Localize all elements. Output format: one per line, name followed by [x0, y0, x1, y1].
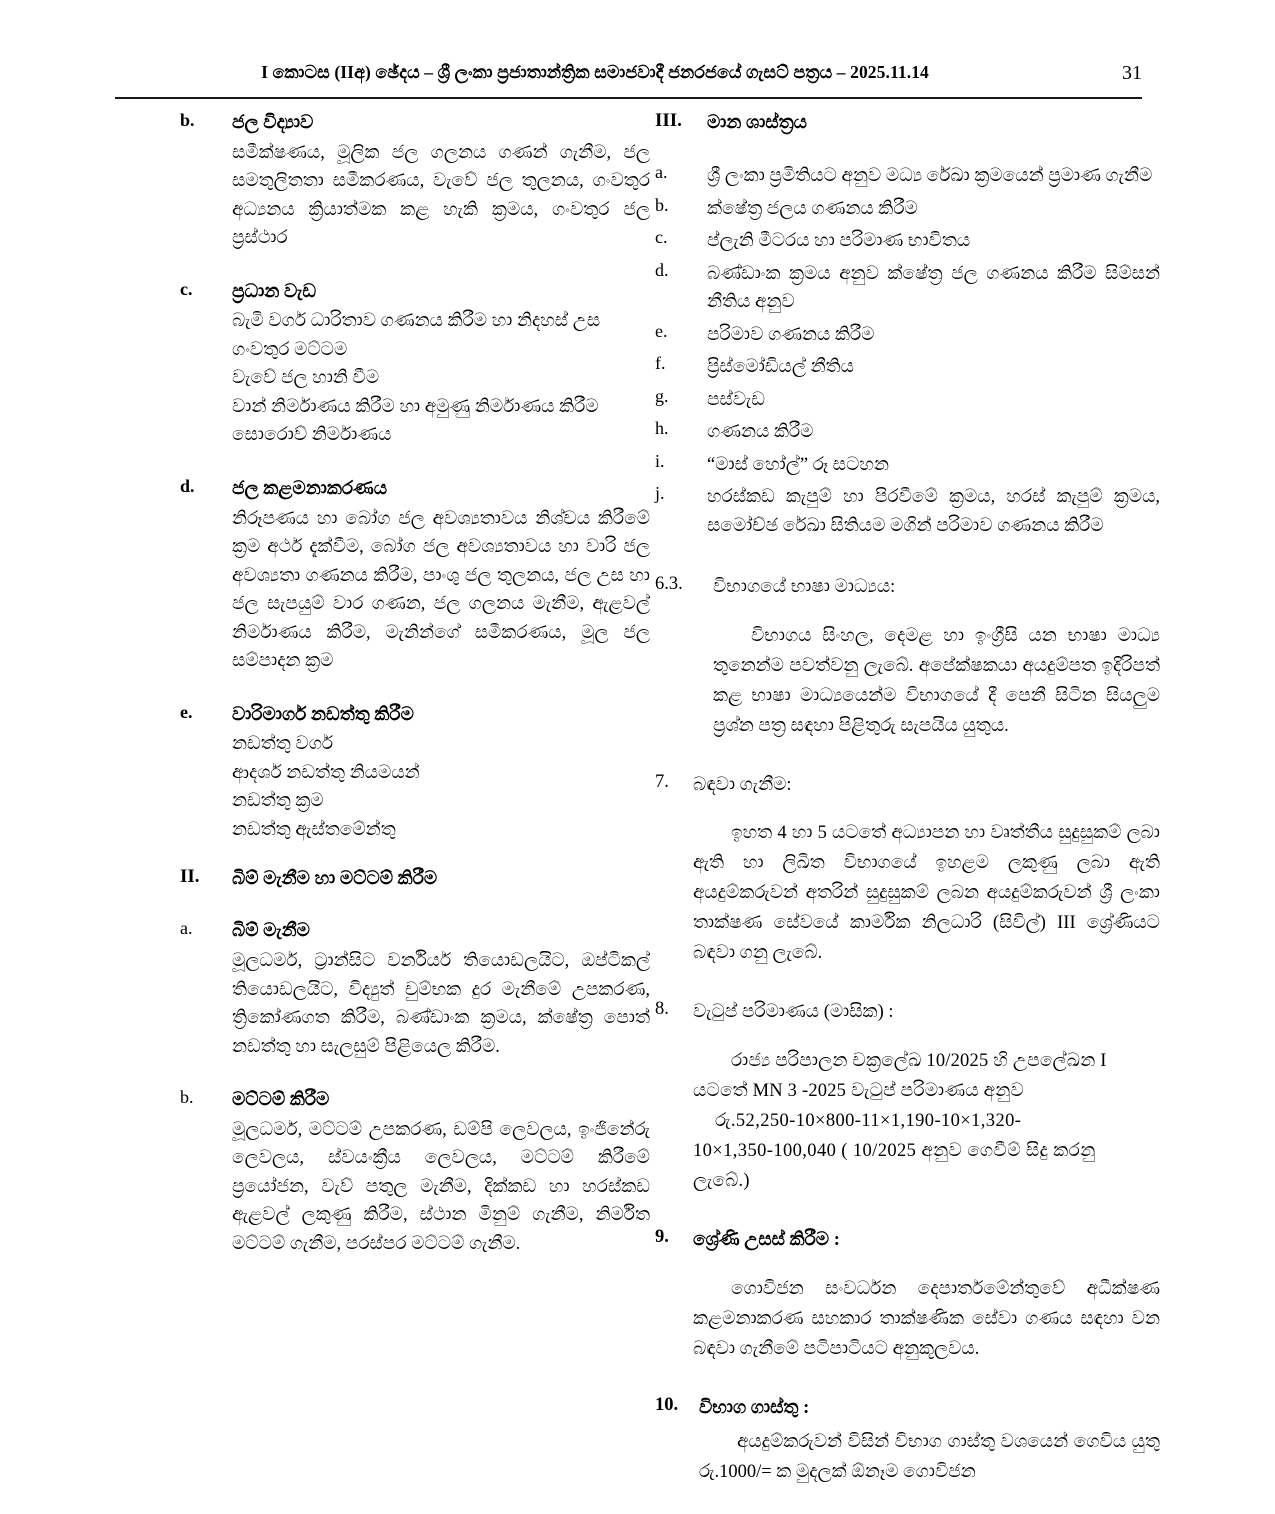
section-8-heading: [655, 999, 1160, 1027]
item-marker: j.: [655, 483, 665, 504]
section-9-heading: [655, 1227, 1160, 1255]
section-marker: 8.: [655, 999, 669, 1020]
section-7-body: ඉහත 4 හා 5 යටතේ අධ්‍යාපන හා වෘත්තීය සුදුසුකම් ලබා ඇති හා ලිඛිත විභාගයේ ඉහළම ලකුණු ලබා ඇති අයදුම්කරුවන් අතරින් සුදුසුකම් ලබන අයදුම්කරුවන් ශ්‍රී ලංකා තාක්ෂණ සේවයේ කාර්මික නිලධාරි (සිවිල්) III ශ්‍රේණියට බඳවා ගනු ලැබේ.: [693, 823, 1160, 964]
section-marker: II.: [180, 866, 200, 888]
item-marker: b.: [180, 110, 195, 130]
item-title: වාරිමාර්ග නඩත්තු කිරීම: [232, 704, 414, 725]
list-item-a: [655, 162, 1160, 190]
section-7-heading: [655, 772, 1160, 800]
section-title: විභාග ගාස්තු :: [699, 1397, 810, 1418]
item-title: ජල කළමනාකරණය: [232, 478, 388, 499]
item-marker: h.: [655, 418, 669, 439]
section-title: ශ්‍රේණි උසස් කිරීම :: [693, 1229, 840, 1250]
item-title: මට්ටම් කිරීම: [232, 1090, 330, 1111]
list-item-c: [655, 227, 1160, 255]
list-item-d: [655, 260, 1160, 317]
section-6-3-heading: [655, 574, 1160, 602]
item-title: බිම් මැනීම: [232, 921, 310, 942]
item-marker: c.: [655, 227, 668, 248]
list-item-b: [655, 195, 1160, 223]
section-title: බඳවා ගැනීම:: [693, 774, 792, 795]
item-marker: c.: [180, 278, 193, 299]
item-body: මූලධර්ම, මට්ටම් උපකරණ, ඩම්පි ලෙවලය, ඉංජිනේරු ලෙවලය, ස්වයංක්‍රීය ලෙවලය, මට්ටම් කිරීමේ ප්‍රයෝජන, වැව් පතුල මැනීම, දික්කඩ හා හරස්කඩ ඇළවල් ලකුණු කිරීම, ස්ථාන මිනුම් ගැනීම, නිර්මිත මට්ටම් ගැනීම, පරස්පර මට්ටම් ගැනීම.: [232, 1119, 650, 1254]
section-heading-III: [655, 110, 1160, 136]
list-item-e-irrigation-maintenance: [180, 702, 650, 845]
section-title: මාන ශාස්ත්‍රය: [707, 113, 807, 133]
salary-line-3: රු.52,250-10×800-11×1,190-10×1,320-: [715, 1110, 1022, 1131]
item-text: හරස්කඩ කැපුම් හා පිරවීමේ ක්‍රමය, හරස් කැපුම් ක්‍රමය, සමෝච්ඡ රේඛා සිතියම මගින් පරිමාව ගණනය කිරීම: [707, 487, 1160, 536]
salary-line-5: ලැබේ.): [693, 1170, 750, 1191]
section-title: වැටුප් පරිමාණය (මාසික) :: [693, 1002, 894, 1023]
item-text: පස්වැඩ: [707, 389, 765, 410]
section-9-body: ගොවිජන සංවර්ධන දෙපාර්තමේන්තුවේ අධීක්ෂණ කළමනාකරණ සහකාර තාක්ෂණික සේවා ගණය සඳහා වන බඳවා ගැනීමේ පටිපාටියට අනුකූලවය.: [693, 1278, 1160, 1359]
salary-line-4: 10×1,350-100,040 ( 10/2025 අනුව ගෙවීම් සිදු කරනු: [693, 1140, 1096, 1161]
item-body: නිරූපණය හා බෝග ජල අවශ්‍යතාවය නිශ්චය කිරීමේ ක්‍රම අර්ථ දැක්වීම, බෝග ජල අවශ්‍යතාවය හා වාරි ජල අවශ්‍යතා ගණනය කිරීම, පාංශු ජල තුලනය, ජල උස හා ජල සැපයුම් වාර ගණන, ජල ගලනය මැනීම, ඇළවල් නිර්මාණය කිරීම, මැනින්ගේ සමීකරණය, මූල ජල සම්පාදන ක්‍රම: [232, 508, 650, 672]
item-line: බැමි වර්ග ධාරිතාව ගණනය කිරීම හා නිදහස් උස: [232, 311, 601, 332]
item-line: වැවේ ජල හානි වීම: [232, 368, 380, 389]
item-marker: f.: [655, 353, 666, 374]
list-item-f: [655, 353, 1160, 381]
item-marker: i.: [655, 450, 665, 471]
item-text: ක්ෂේත්‍ර ජලය ගණනය කිරීම: [707, 198, 918, 219]
item-lines: [232, 730, 650, 844]
item-marker: d.: [655, 259, 669, 280]
item-text: “මාස් හෝල්” රූ සටහන: [707, 454, 889, 475]
item-line: නඩත්තු ක්‍රම: [232, 791, 324, 812]
header-divider: [115, 97, 1142, 99]
item-text: ගණනය කිරීම: [707, 422, 814, 443]
list-item-b-levelling: [180, 1087, 650, 1258]
item-line: ගංවතුර මට්ටම: [232, 339, 348, 360]
salary-line-1: රාජ්‍ය පරිපාලන චක්‍රලේඛ 10/2025 හි උපලේඛන I: [731, 1051, 1107, 1072]
item-text: ශ්‍රී ලංකා ප්‍රමිතියට අනුව මධ්‍ය රේඛා ක්‍රමයෙන් ප්‍රමාණ ගැනීම: [707, 166, 1153, 187]
page-number: 31: [1122, 62, 1142, 84]
item-text: පරිමාව ගණනය කිරීම: [707, 324, 875, 345]
item-body: මූලධර්ම, ට්‍රාන්සිට වර්නියර් තියොඩලයිට, ඔප්ටිකල් තියොඩලයිට, විද්‍යුත් චුම්භක දුර මැනීමේ උපකරණ, ත්‍රිකෝණගත කිරීම, බණ්ඩාංක ක්‍රමය, ක්ෂේත්‍ර පොත් නඩත්තු හා සැලසුම් පිළියෙල කිරීම.: [232, 951, 650, 1057]
item-line: ආදර්ශ නඩත්තු නියමයන්: [232, 762, 420, 783]
left-column: [180, 110, 650, 1262]
list-item-g: [655, 386, 1160, 414]
list-item-b-hydrology: [180, 110, 650, 253]
item-marker: b.: [180, 1087, 194, 1108]
right-column: [655, 110, 1160, 1488]
item-line: සොරොව් නිර්මාණය: [232, 425, 392, 446]
item-marker: a.: [180, 918, 193, 939]
section-marker: 6.3.: [655, 574, 683, 595]
section-marker: 10.: [655, 1394, 679, 1415]
item-marker: a.: [655, 162, 668, 183]
item-text: ප්ලැනි මීටරය හා පරිමාණ භාවිතය: [707, 231, 971, 252]
salary-line-2: යටතේ MN 3 -2025 වැටුප් පරිමාණය අනුව: [693, 1081, 1024, 1102]
section-10-body: අයදුම්කරුවන් විසින් විභාග ගාස්තු වශයෙන් ගෙවිය යුතු රු.1000/= ක මුදලක් ඕනෑම ගොවිජන: [699, 1432, 1160, 1483]
section-10-heading: [655, 1395, 1160, 1423]
section-title: බිම් මැනීම හා මට්ටම් කිරීම: [232, 869, 438, 890]
list-item-i: [655, 451, 1160, 479]
list-item-h: [655, 418, 1160, 446]
section-marker: 7.: [655, 771, 669, 792]
item-text: ප්‍රිස්මෝඩියල් නීතිය: [707, 357, 854, 378]
item-text: බණ්ඩාංක ක්‍රමය අනුව ක්ෂේත්‍ර ජල ගණනය කිරීම සිම්සන් නීතිය අනුව: [707, 263, 1160, 313]
section-8-body: [693, 1047, 1160, 1197]
item-marker: g.: [655, 385, 669, 406]
list-item-j: [655, 483, 1160, 540]
item-body: සමීක්ෂණය, මූලික ජල ගලනය ගණන් ගැනීම, ජල සමතුලිතතා සමීකරණය, වැවේ ජල තුලනය, ගංවතුර අධ්‍යනය ක්‍රියාත්මක කළ හැකි ක්‍රමය, ගංවතුර ජල ප්‍රස්ථාර: [232, 142, 650, 249]
item-marker: d.: [180, 475, 195, 496]
item-lines: [232, 307, 650, 449]
section-heading-II: [180, 866, 650, 892]
section-6-3-body: විභාගය සිංහල, දෙමළ හා ඉංග්‍රීසි යන භාෂා මාධ්‍ය තුනෙන්ම පවත්වනු ලැබේ. අපේක්ෂකයා අයදුම්පත ඉදිරිපත් කළ භාෂා මාධ්‍යයෙන්ම විභාගයේ දී පෙනී සිටින සියලුම ප්‍රශ්න පත්‍ර සඳහා පිළිතුරු සැපයිය යුතුය.: [713, 625, 1160, 736]
section-marker: III.: [655, 110, 682, 131]
item-line: වාන් නිර්මාණය කිරීම හා අමුණු නිර්මාණය කිරීම: [232, 396, 599, 417]
item-marker: e.: [655, 320, 668, 341]
item-line: නඩත්තු වර්ග: [232, 734, 334, 755]
section-title: විභාගයේ භාෂා මාධ්‍යය:: [713, 577, 896, 598]
list-item-e: [655, 321, 1160, 349]
section-marker: 9.: [655, 1226, 669, 1247]
page-header: [115, 62, 1142, 96]
list-item-a-land-surveying: [180, 918, 650, 1061]
item-marker: b.: [655, 194, 669, 215]
header-title: I කොටස (IIඅ) ඡේදය – ශ්‍රී ලංකා ප්‍රජාතාන්ත්‍රික සමාජවාදී ජනරජයේ ගැසට් පත්‍රය – 2025.11.14: [261, 62, 929, 82]
list-item-c-main-works: [180, 279, 650, 450]
list-item-d-water-management: [180, 476, 650, 676]
item-title: ප්‍රධාන වැඩ: [232, 281, 317, 302]
item-title: ජල විද්‍යාව: [232, 113, 314, 133]
item-line: නඩත්තු ඇස්තමේන්තු: [232, 819, 396, 840]
item-marker: e.: [180, 701, 193, 722]
